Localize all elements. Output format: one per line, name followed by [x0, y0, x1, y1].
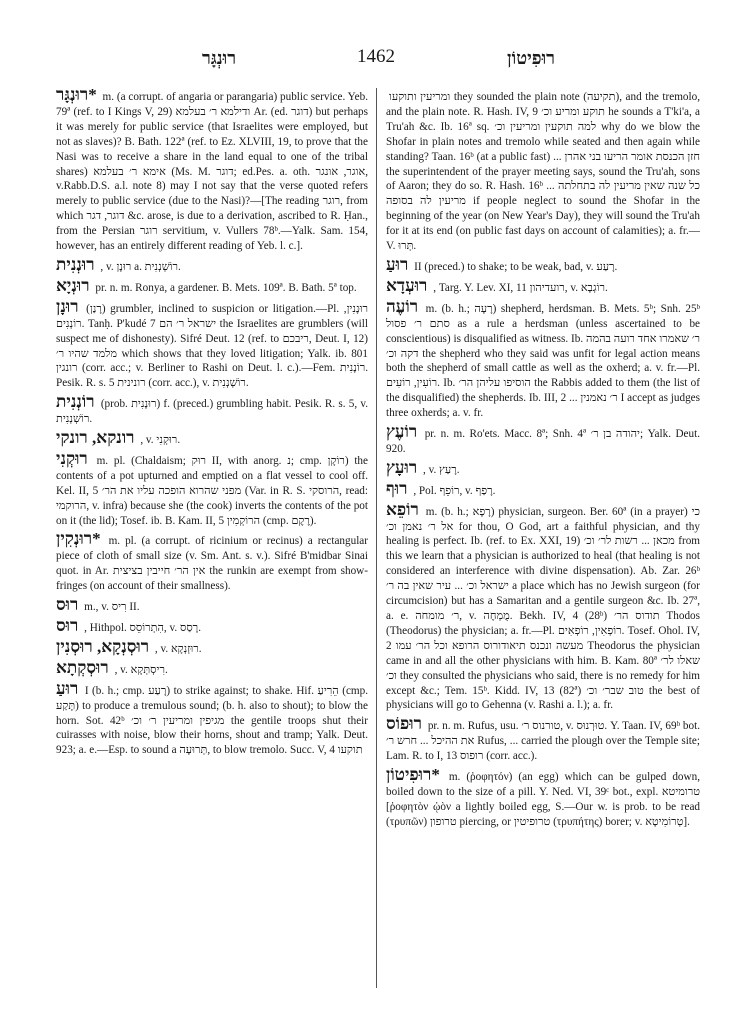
dictionary-entry — [56, 636, 368, 657]
entry-definition: (prob. רוּנָנִית) f. (preced.) grumbling habit. Pesik. R. s. 5, v. רוֹשְׁנְנִית. — [56, 398, 368, 426]
entry-headword: רוּעָץ — [386, 457, 418, 477]
entry-headword: רוּף — [386, 478, 408, 498]
dictionary-entry — [386, 714, 700, 764]
entry-headword: *רוּנְקִין — [56, 529, 101, 549]
dictionary-entry — [386, 478, 700, 499]
entry-headword: רוּס — [56, 616, 79, 635]
entry-headword: רוּס — [56, 595, 79, 615]
dictionary-entry — [386, 254, 700, 275]
dictionary-entry — [56, 616, 368, 636]
left-column — [56, 85, 369, 762]
entry-definition: , v. רוּנָן a. רוֹשְׁנְנִית. — [100, 260, 181, 273]
entry-definition: (רָנַן) grumbler, inclined to suspicion or litigation.—Pl. רוּנָנִין, רוֹנְנִים. Tanḥ. P'kudé 7 ישראל ר׳ הם the Israelites are grumblers (will suspect me of dishonesty). Sifré Deut. 12 (ref. to ריבכם, Deut. I, 12) מלמד שהיו ר׳ which shows that they loved litigation; Yalk. ib. 801 רונגין (corr. acc.; v. Berliner to Rashi on Deut. l. c.).—Fem. רוֹנָנִית. Pesik. R. s. 5 רונינית (corr. acc.), v. רוֹשְׁנְנִית. — [56, 302, 368, 390]
dictionary-entry — [56, 678, 369, 759]
entry-definition: , Hithpol. הִתְרוֹסֵס, v. רָסַס. — [84, 622, 201, 634]
dictionary-entry — [386, 275, 700, 296]
entry-definition: , Targ. Y. Lev. XI, 11 רועדיהון, v. רוֹגְבָא. — [433, 281, 608, 294]
entry-definition: pr. n. m. Ronya, a gardener. B. Mets. 109ª. B. Bath. 5ª top. — [95, 281, 357, 294]
entry-definition: , v. רוּקְנִי. — [140, 434, 181, 447]
dictionary-entry — [56, 657, 368, 678]
dictionary-entry — [56, 275, 368, 296]
dictionary-entry — [386, 765, 700, 830]
entry-headword: רוּנְנִית — [56, 254, 95, 274]
entry-headword: רוּעַ — [56, 678, 79, 698]
entry-definition: pr. n. m. Ro'ets. Macc. 8ª; Snh. 4ª יהודה בן ר׳; Yalk. Deut. 920. — [386, 428, 701, 455]
column-divider — [376, 88, 377, 988]
dictionary-entry — [386, 457, 700, 478]
dictionary-entry — [56, 595, 368, 615]
entry-definition: I (b. h.; cmp. רָעַע) to strike against; to shake. Hif. הֵרִיעַ (cmp. תָּקַע) to produce a tremulous sound; (b. h. also to shout); to blow the horn. Sot. 42ᵇ מגיפין ומריעין ר׳ וכ׳ the gentile troops shut their cuirasses with noise, blow their horns, shout and tramp; Yalk. Deut. 923; a. e.—Esp. to sound a תְּרוּעָה, to blow tremolo. Succ. V, 4 תוקעו — [56, 684, 369, 757]
header-right-word: רוּפִיטוֹן — [507, 48, 556, 68]
running-header — [52, 44, 698, 70]
entry-headword: רוּנָן — [56, 296, 79, 316]
entry-headword: רוּעְדָא — [386, 275, 428, 295]
right-column — [386, 88, 700, 834]
entry-definition: , v. רָעַץ. — [422, 463, 460, 476]
entry-headword: רוּנְיָא — [56, 275, 90, 295]
entry-headword: רוּעַ — [386, 254, 409, 274]
entry-definition: pr. n. m. Rufus, usu. טורנוס ר׳, v. טוּרְנוּס. Y. Taan. IV, 69ᵇ bot. את ההיכל ... חרש ר׳ Rufus, ... carried the plough over the Temple site; Lam. R. to I, 13 רופוס (corr. acc.). — [386, 720, 700, 763]
entry-headword: *רוּפִיטוֹן — [386, 765, 440, 785]
dictionary-entry — [56, 85, 369, 254]
dictionary-entry — [56, 428, 368, 448]
entry-definition: , v. רִיסְתְּקָא. — [114, 663, 168, 676]
entry-definition: , v. רוּזְנְקָא. — [154, 642, 202, 655]
entry-definition: m., v. רִיס II. — [84, 601, 140, 614]
entry-headword: רוּסְקְתָא — [56, 657, 109, 677]
dictionary-entry — [56, 296, 368, 391]
entry-definition: m. (ῥοφητόν) (an egg) which can be gulped down, boiled down to the size of a pill. Y. Ned. VI, 39ᶜ bot., expl. טרומיטא [ῥοφητὸν ᾠὸν a lightly boiled egg, S.—Our w. is prob. to be read (τρυπῶν) טרופון piercing, or טרופיטין (τρυπήτης) borer; v. טְרוֹמִיטָא]. — [386, 771, 700, 828]
dictionary-entry — [386, 296, 701, 421]
entry-definition: m. pl. (a corrupt. of ricinium or recinus) a rectangular piece of cloth of small size (v. Sm. Ant. s. v.). Sifré B'midbar Sinai quot. in Ar. אין הר׳ חייבין בציצית the runkin are exempt from show-fringes (on account of their smallness). — [56, 535, 369, 593]
entry-headword: רוּסְנְקָא, רוּסְנִין — [56, 636, 150, 656]
dictionary-entry — [56, 392, 368, 427]
header-left-word: רוּנְגָּר — [202, 48, 237, 68]
entry-definition: , Pol. רוֹפֵף, v. רָפַף. — [413, 484, 496, 497]
page-number: 1462 — [357, 46, 395, 67]
dictionary-entry — [386, 499, 701, 714]
dictionary-entry — [386, 422, 701, 457]
entry-definition: m. (b. h.; רָפָא) physician, surgeon. Ber. 60ª (in a prayer) כי אל ר׳ נאמן וכ׳ for thou, O God, art a faithful physician, and thy healing is perfect. Ib. (ref. to Ex. XXI, 19) מכאן ... רשות לר׳ וכ׳ from this we learn that a physician is authorized to heal (that healing is not considered an interference with divine dispensation). Ab. Zar. 26ᵇ ישראל וכ׳ ... עיר שאין בה ר׳ a place which has no Jewish surgeon (for circumcision) but has a Samaritan and a gentile surgeon &c. Ib. 27ª, a. e. ר׳ מומחה, v. מֻמְחֶה. Bekh. IV, 4 (28ᵇ) תודוס הר׳ Thodos (Theodorus) the physician; a. fr.—Pl. רוֹפְאִין, רוֹפְאִים. Tosef. Ohol. IV, 2 מעשה ונכנס תיאודורוס הרופא וכל הר׳ עמו Theodorus the physician came in and all the other physicians with him. B. Kam. 80ª שאלו לר׳ וכ׳ they consulted the physicians who said, there is no remedy for him except &c.; Tem. 15ᵇ. Kidd. IV, 13 (82ª) טוב שבר׳ וכ׳ the best of physicians will go to Gehenna (v. Rashi a. l.); a. fr. — [386, 505, 701, 712]
dictionary-entry — [56, 448, 369, 529]
entry-definition: m. pl. (Chaldaism; רוּק II, with anorg. נ; cmp. רוֹקָן) the contents of a pot upturned and emptied on a flat vessel to cool off. Kel. II, 5 מפני שהרוא הופכה עליו את הר׳ (Var. in R. S. הרוסקי, read: הרוקמי, v. infra) because she (the cook) inverts the contents of the pot on it (the lid); Tosef. ib. B. Kam. II, 5 הרוֹקְמִין (cmp. רֶקֶם). — [56, 454, 369, 527]
dictionary-entry — [56, 529, 369, 594]
entry-definition: m. (b. h.; רָעָה) shepherd, herdsman. B. Mets. 5ᵇ; Snh. 25ᵇ סתם ר׳ פסול as a rule a herdsman (unless ascertained to be conscientious) is disqualified as witness. Ib. ר׳ שאמרו אחד רועה בהמה דקה וכ׳ the shepherd who they said was unfit for legal action means both the shepherd of small cattle as well as the oxherd; a. v. fr.—Pl. רוֹעִין, רוֹעִים. Ib. הוסיפו עליהן הר׳ the Rabbis added to them (the list of the disqualified) the shepherds. Ib. III, 2 ... ר׳ נאמנין I accept as judges three oxherds; a. v. fr. — [386, 302, 701, 420]
entry-definition: ומריעין ותוקעו they sounded the plain note (תקיעה), and the tremolo, and the plain note. R. Hash. IV, 9 תוקע ומריע וכ׳ he sounds a T'ki'a, a Tru'ah &c. Ib. 16ª sq. למה תוקעין ומריעין וכ׳ why do we blow the Shofar in plain notes and tremolo while seated and then again while standing? Taan. 16ᵇ (at a public fast) ... חזן הכנסת אומר הריעו בני אהרן the superintendent of the prayer meeting says, sound the Tru'ah, sons of Aaron; they do so. R. Hash. 16ᵇ ... כל שנה שאין מריעין לה בתחלתה מריעין לה בסופה if people neglect to sound the Shofar in the beginning of the year (on New Year's Day), they will sound the Tru'ah for it at its end (on public fast days on account of calamities); a. fr.—V. תְּרוּ. — [386, 91, 701, 253]
dictionary-entry — [386, 88, 700, 254]
dictionary-entry — [56, 254, 368, 275]
entry-headword: רונקא, רונקי — [56, 428, 135, 448]
entry-headword: רוּקְנִי — [56, 448, 88, 468]
entry-headword: רוֹנְנִית — [56, 392, 95, 412]
entry-headword: רוֹפֵא — [386, 499, 419, 519]
entry-definition: m. (a corrupt. of angaria or parangaria) public service. Yeb. 79ª (ref. to I Kings V, 29) ודילמא ר׳ בעלמא Ar. (ed. דוגר) but perhaps it was merely for public service (that Israelites were employed, but not as slaves)? B. Bath. 122ª (ref. to Ez. XLVIII, 19, to prove that the Nasi was to receive a share in the land equal to one of the tribal shares) אימא ר׳ בעלמא (Ms. M. דוגר; ed.Pes. a. oth. אוגר, אונגר, v.Rabb.D.S. a.l. note 8) may I not say that the verse quoted refers merely to public service (due to the Nasi)?—[The reading רוגר, from which דוגר, דגר &c. arose, is due to a derivation, ascribed to R. Ḥan., from the Persian רוגר servitium, v. Vullers 78ᵇ.—Yalk. Sam. 154, however, has an entirely different reading of Yeb. l. c.]. — [56, 91, 369, 253]
entry-headword: רוֹעֶץ — [386, 422, 418, 442]
entry-headword: *רוּנְגָּר — [56, 85, 97, 104]
entry-headword: רוּפוֹס — [386, 714, 422, 734]
entry-headword: רוֹעֶה — [386, 296, 419, 316]
entry-definition: II (preced.) to shake; to be weak, bad, v. רָעַע. — [414, 260, 618, 273]
